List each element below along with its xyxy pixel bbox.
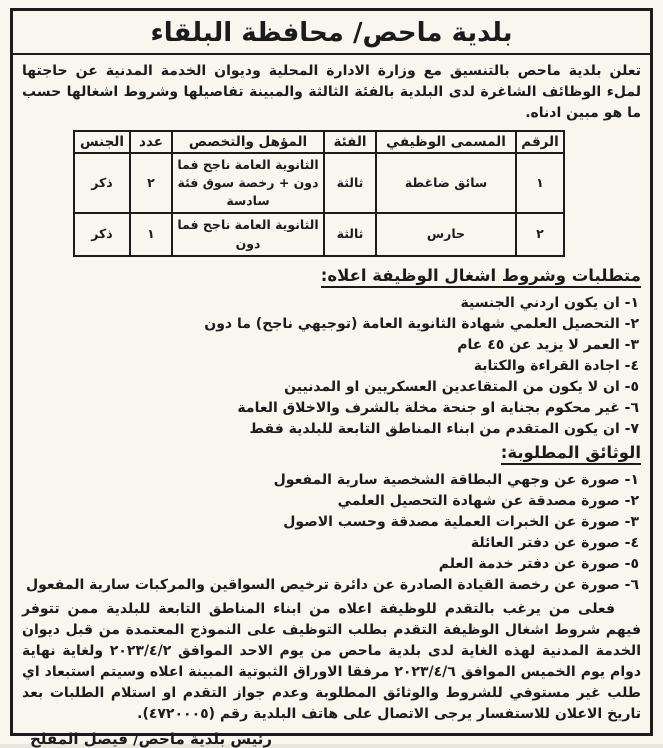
cell-qualification: الثانوية العامة ناجح فما دون [172, 213, 324, 255]
cell-count: ٢ [130, 153, 172, 213]
documents-heading-text: الوثائق المطلوبة: [501, 443, 641, 465]
closing-paragraph: فعلى من يرغب بالتقدم للوظيفة اعلاه من ابناء المناطق التابعة للبلدية ممن تتوفر فيهم شروط اشغال الوظيفة التقدم بطلب التوظيف على النموذج المعتمدة من قبل ديوان الخدمة المدنية لهذه الغاية لدى بلدية ماحص من يوم الاحد الموافق ٢٠٢٣/٤/٢ ولغاية نهاية دوام يوم الخميس الموافق ٢٠٢٣/٤/٦ مرفقا الاوراق الثبوتية المبينة اعلاه وسيتم استبعاد اي طلب غير مستوفي للشروط والوثائق المطلوبة وعدم جواز التقدم او استلام الطلبات بعد تاريخ الاعلان للاستفسار يرجى الاتصال على هاتف البلدية رقم (٤٧٢٠٠٠٥). [22, 600, 642, 722]
cell-category: ثالثة [324, 213, 376, 255]
col-header-count: عدد [130, 131, 172, 153]
requirements-section [20, 263, 643, 440]
list-item: ١- ان يكون اردني الجنسية [460, 294, 639, 311]
vacancies-table [73, 130, 565, 257]
cell-count: ١ [130, 213, 172, 255]
col-header-job-title: المسمى الوظيفي [376, 131, 516, 153]
list-item: ٧- ان يكون المتقدم من ابناء المناطق التابعة للبلدية فقط [249, 420, 639, 437]
intro-paragraph: تعلن بلدية ماحص بالتنسيق مع وزارة الادارة المحلية وديوان الخدمة المدنية عن حاجتها لملء الوظائف الشاغرة لدى البلدية بالفئة الثالثة والمبينة تفاصيلها وشروط اشغالها حسب ما هو مبين ادناه. [22, 63, 641, 121]
list-item: ٣- العمر لا يزيد عن ٤٥ عام [457, 336, 639, 353]
list-item: ٢- التحصيل العلمي شهادة الثانوية العامة (توجيهي ناجح) ما دون [204, 315, 639, 332]
cell-job-title: سائق ضاغطة [376, 153, 516, 213]
col-header-gender: الجنس [74, 131, 130, 153]
documents-list [20, 470, 643, 596]
cell-gender: ذكر [74, 213, 130, 255]
signature-line: رئيس بلدية ماحص/ فيصل المفلح [30, 729, 272, 748]
table-row [74, 213, 564, 255]
table-row [74, 153, 564, 213]
requirements-heading-text: متطلبات وشروط اشغال الوظيفة اعلاه: [321, 266, 641, 288]
documents-section [20, 440, 643, 596]
list-item: ٦- صورة عن رخصة القيادة الصادرة عن دائرة ترخيص السواقين والمركبات سارية المفعول [25, 576, 639, 593]
cell-qualification: الثانوية العامة ناجح فما دون + رخصة سوق فئة سادسة [172, 153, 324, 213]
requirements-heading [22, 266, 641, 288]
list-item: ٤- اجادة القراءة والكتابة [473, 357, 639, 374]
table-header-row [74, 131, 564, 153]
cell-category: ثالثة [324, 153, 376, 213]
cell-number: ٢ [516, 213, 564, 255]
list-item: ٢- صورة مصدقة عن شهادة التحصيل العلمي [337, 492, 639, 509]
list-item: ٣- صورة عن الخبرات العملية مصدقة وحسب الاصول [283, 513, 639, 530]
cell-job-title: حارس [376, 213, 516, 255]
cell-gender: ذكر [74, 153, 130, 213]
list-item: ٦- غير محكوم بجناية او جنحة مخلة بالشرف والاخلاق العامة [237, 399, 639, 416]
page-title: بلدية ماحص/ محافظة البلقاء [150, 18, 513, 48]
col-header-number: الرقم [516, 131, 564, 153]
page-border-frame [10, 8, 653, 748]
list-item: ٤- صورة عن دفتر العائلة [470, 534, 639, 551]
col-header-qualification: المؤهل والتخصص [172, 131, 324, 153]
cell-number: ١ [516, 153, 564, 213]
document-header [13, 11, 650, 55]
list-item: ٥- ان لا يكون من المتقاعدين العسكريين او المدنيين [284, 378, 639, 395]
documents-heading [22, 443, 641, 465]
list-item: ٥- صورة عن دفتر خدمة العلم [438, 555, 639, 572]
list-item: ١- صورة عن وجهي البطاقة الشخصية سارية المفعول [273, 471, 639, 488]
col-header-category: الفئة [324, 131, 376, 153]
requirements-list [20, 293, 643, 440]
